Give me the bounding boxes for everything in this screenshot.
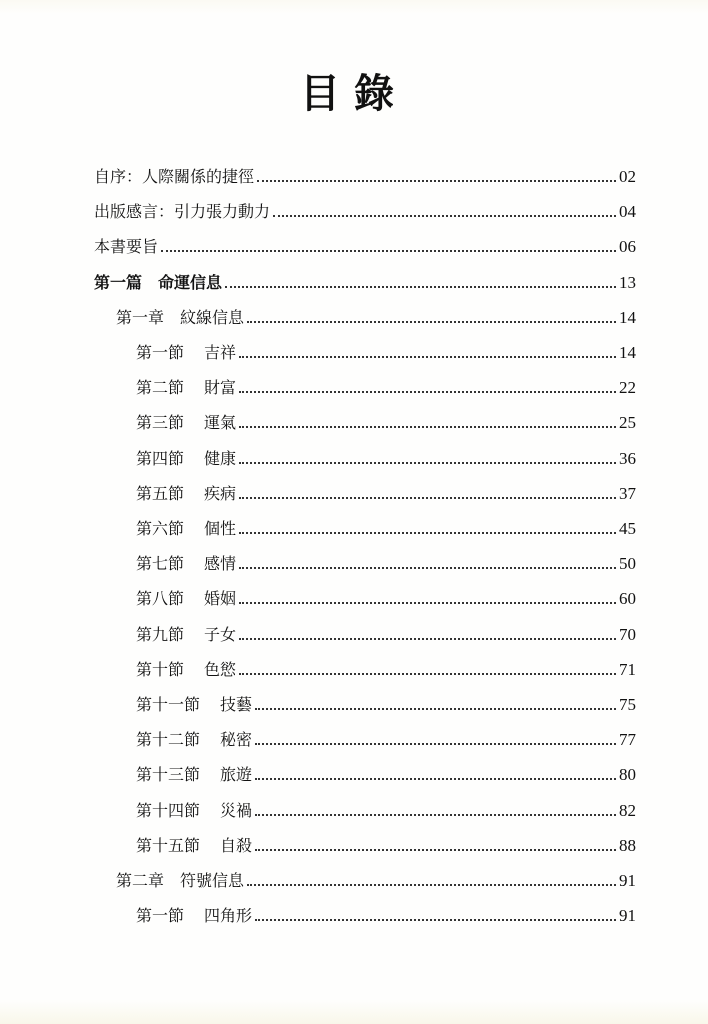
- page-title: 目錄: [300, 70, 408, 117]
- toc-entry: [136, 899, 636, 927]
- toc-entry: [136, 758, 636, 786]
- toc-entry-page-number: 91: [619, 906, 636, 926]
- toc-entry-label: 健康: [204, 448, 237, 468]
- toc-entry-number: 第九節: [136, 624, 185, 644]
- dot-leader: [239, 462, 616, 464]
- toc-entry: [136, 477, 636, 505]
- dot-leader: [247, 321, 616, 323]
- toc-entry-label: 運氣: [204, 413, 237, 433]
- toc-entry-number: 第一節: [136, 906, 185, 926]
- toc-entry: [136, 512, 636, 540]
- toc-entry: [116, 301, 636, 329]
- toc-entry: [116, 864, 636, 892]
- dot-leader: [239, 356, 616, 358]
- toc-entry-heading: [136, 624, 236, 646]
- toc-entry-page-number: 75: [619, 695, 636, 714]
- toc-entry-label: 自殺: [220, 835, 253, 855]
- toc-entry: [94, 160, 636, 188]
- toc-entry-page-number: 71: [619, 659, 636, 679]
- toc-entry-page-number: 60: [619, 589, 636, 609]
- toc-entry-heading: [136, 553, 236, 575]
- toc-entry-label: 災禍: [220, 800, 253, 820]
- dot-leader: [255, 743, 616, 745]
- dot-leader: [239, 673, 616, 675]
- toc-entry-label: 疾病: [204, 483, 237, 503]
- toc-entry-label: 婚姻: [204, 589, 237, 609]
- toc-entry-page-number: 50: [619, 554, 636, 574]
- toc-entry-heading: [136, 694, 252, 716]
- dot-leader: [257, 180, 616, 182]
- toc-entry-heading: [94, 272, 222, 294]
- dot-leader: [247, 884, 616, 886]
- toc-entry-number: 第五節: [136, 483, 185, 503]
- toc-entry-number: 第十一節: [136, 695, 201, 714]
- toc-entry-page-number: 22: [619, 378, 636, 398]
- toc-entry-page-number: 45: [619, 519, 636, 538]
- toc-entry-number: 第六節: [136, 519, 185, 538]
- toc-entry-number: 第七節: [136, 554, 185, 574]
- toc-entry-number: 第二章: [116, 871, 165, 890]
- toc-entry-heading: [136, 518, 236, 540]
- toc-entry-heading: [136, 659, 236, 681]
- toc-entry-heading: [116, 307, 244, 329]
- dot-leader: [255, 708, 616, 710]
- toc-entry-heading: [116, 870, 244, 892]
- dot-leader: [255, 814, 616, 816]
- toc-entry-page-number: 02: [619, 167, 636, 186]
- toc-entry-label: 吉祥: [204, 343, 237, 362]
- toc-entry-number: 第十四節: [136, 800, 201, 820]
- toc-entry-heading: [136, 764, 252, 786]
- toc-entry-heading: [136, 483, 236, 505]
- dot-leader: [239, 638, 616, 640]
- toc-entry-page-number: 80: [619, 765, 636, 785]
- toc-entry-label: 財富: [204, 378, 237, 398]
- dot-leader: [225, 286, 616, 288]
- toc-entry-label: 紋線信息: [180, 307, 245, 327]
- dot-leader: [239, 497, 616, 499]
- toc-entry-page-number: 77: [619, 730, 636, 750]
- toc-entry-number: 第一節: [136, 343, 185, 362]
- dot-leader: [239, 602, 616, 604]
- toc-entry-page-number: 13: [619, 272, 636, 292]
- toc-entry-number: 第四節: [136, 448, 185, 468]
- dot-leader: [239, 426, 616, 428]
- dot-leader: [239, 391, 616, 393]
- toc-entry-label: 感情: [204, 554, 237, 574]
- toc-entry-page-number: 04: [619, 202, 636, 222]
- toc-entry-label: 命運信息: [158, 272, 223, 292]
- toc-entry-heading: [136, 800, 252, 822]
- toc-entry-page-number: 82: [619, 800, 636, 820]
- toc-entry-label: 秘密: [220, 730, 253, 750]
- toc-entry-label: 技藝: [220, 695, 253, 714]
- dot-leader: [239, 532, 616, 534]
- toc-entry: [136, 336, 636, 364]
- toc-entry: [136, 829, 636, 857]
- toc-entry: [136, 371, 636, 399]
- toc-entry-number: 第一篇: [94, 272, 143, 292]
- toc-entry-page-number: 25: [619, 413, 636, 433]
- toc-entry-page-number: 06: [619, 237, 636, 257]
- toc-entry: [136, 582, 636, 610]
- toc-entry-heading: [136, 448, 236, 470]
- dot-leader: [273, 215, 616, 217]
- toc-entry: [136, 442, 636, 470]
- toc-entry: [136, 653, 636, 681]
- toc-entry: [136, 723, 636, 751]
- toc-entry-heading: [136, 377, 236, 399]
- toc-entry-page-number: 70: [619, 624, 636, 644]
- toc-entry: [94, 230, 636, 258]
- dot-leader: [161, 250, 616, 252]
- toc-entry-page-number: 88: [619, 835, 636, 855]
- toc-entry: [136, 688, 636, 716]
- toc-entry-label: 本書要旨: [94, 237, 159, 257]
- toc-entry-label: 旅遊: [220, 765, 253, 785]
- toc-entry-label: 個性: [204, 519, 237, 538]
- toc-entry-number: 第一章: [116, 307, 165, 327]
- toc-entry-label: 自序：人際關係的捷徑: [94, 167, 255, 186]
- toc-entry-heading: [136, 588, 236, 610]
- toc-entry: [94, 266, 636, 294]
- toc-entry-number: 第八節: [136, 589, 185, 609]
- toc-entry-number: 第十節: [136, 659, 185, 679]
- dot-leader: [255, 919, 616, 921]
- toc-entry: [136, 794, 636, 822]
- toc-entry-heading: [136, 905, 252, 927]
- dot-leader: [239, 567, 616, 569]
- toc-entry-number: 第十三節: [136, 765, 201, 785]
- toc-entry-label: 符號信息: [180, 871, 245, 890]
- toc-entry-page-number: 36: [619, 448, 636, 468]
- toc-entry-number: 第二節: [136, 378, 185, 398]
- toc-entry-page-number: 14: [619, 307, 636, 327]
- toc-entry: [136, 547, 636, 575]
- toc-entry: [136, 618, 636, 646]
- toc-entry-page-number: 14: [619, 343, 636, 362]
- dot-leader: [255, 849, 616, 851]
- toc-entry-page-number: 37: [619, 483, 636, 503]
- toc-entry-number: 第十五節: [136, 835, 201, 855]
- toc-entry: [136, 406, 636, 434]
- toc-entry-label: 色慾: [204, 659, 237, 679]
- toc-entry-heading: [136, 412, 236, 434]
- toc-entry-heading: [136, 835, 252, 857]
- toc-entry-label: 出版感言：引力張力動力: [94, 202, 271, 222]
- toc-entry-number: 第三節: [136, 413, 185, 433]
- toc-entry-label: 子女: [204, 624, 237, 644]
- toc-entry-page-number: 91: [619, 871, 636, 890]
- toc-entry-heading: [136, 342, 236, 364]
- toc-entry-number: 第十二節: [136, 730, 201, 750]
- toc-entry-label: 四角形: [204, 906, 253, 926]
- toc-entry: [94, 195, 636, 223]
- toc-entry-heading: [136, 729, 252, 751]
- dot-leader: [255, 778, 616, 780]
